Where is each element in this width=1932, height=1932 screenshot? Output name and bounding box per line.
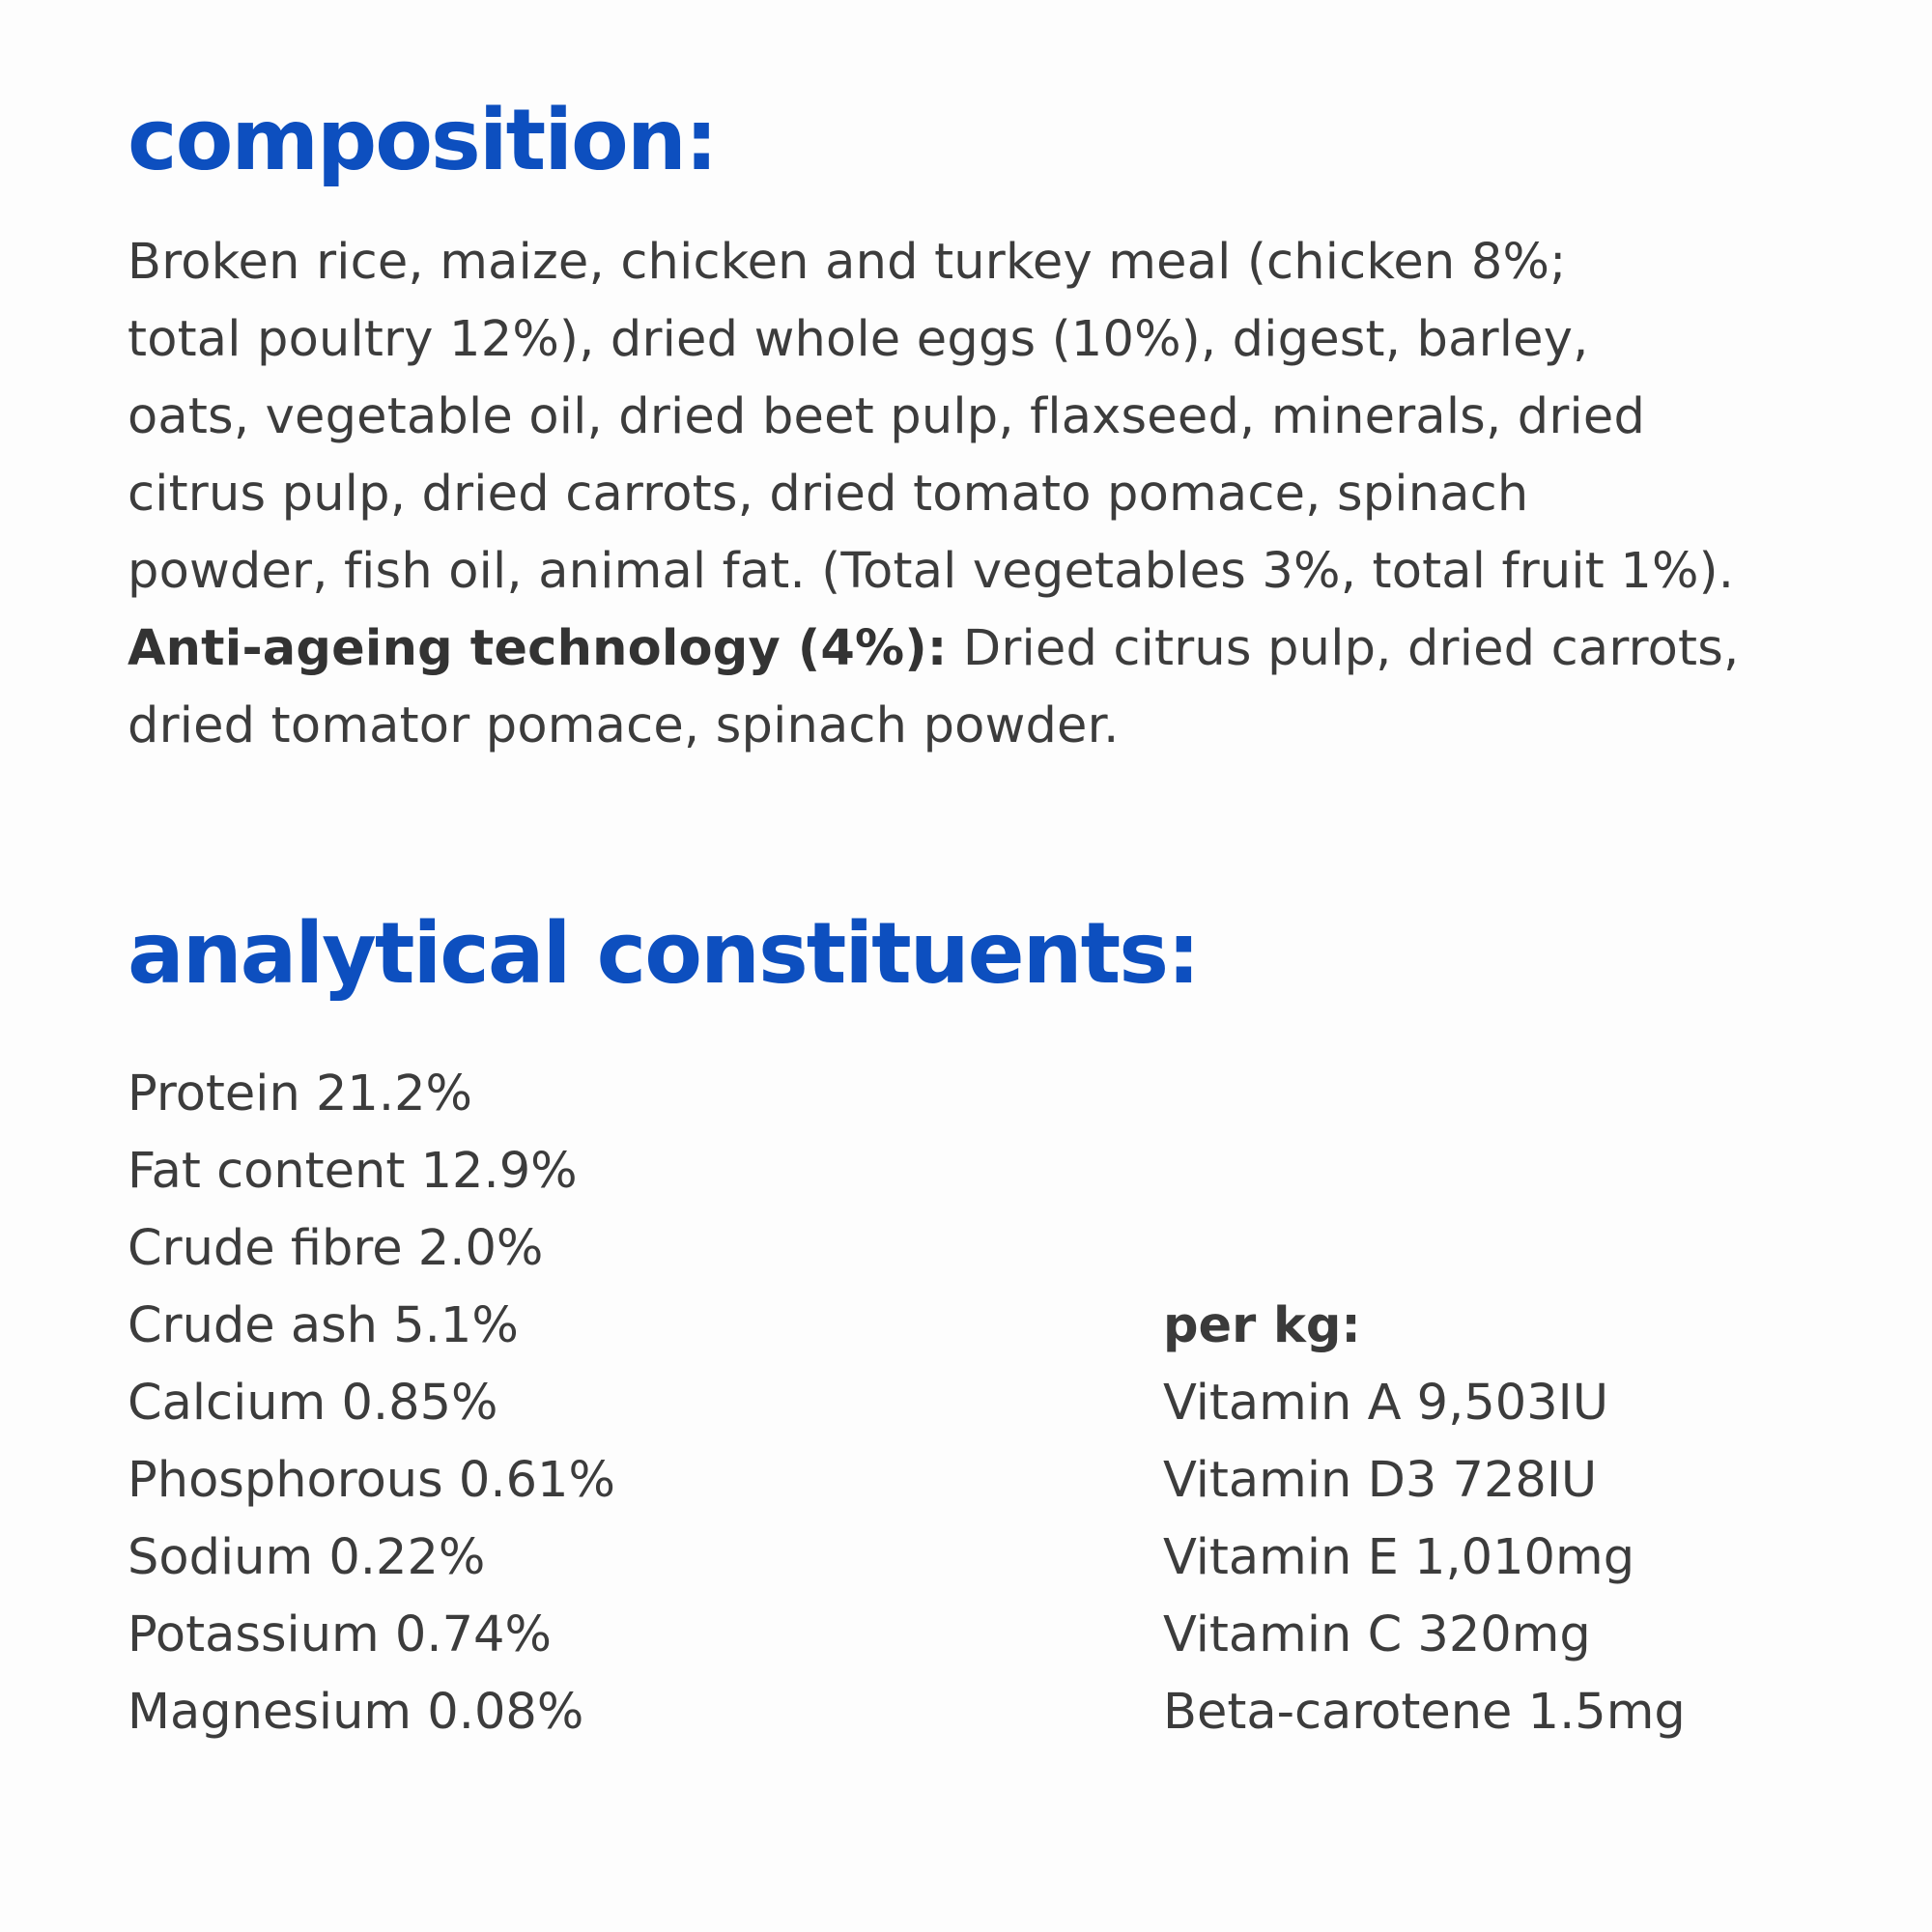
anti-ageing-label: Anti-ageing technology (4%): — [128, 620, 948, 677]
composition-heading: composition: — [128, 91, 717, 189]
per-kg-block — [1163, 1288, 1686, 1751]
constituents-list — [128, 1056, 615, 1751]
composition-text — [128, 224, 1828, 765]
vitamin-item: Beta-carotene 1.5mg — [1163, 1684, 1686, 1741]
constituent-item: Phosphorous 0.61% — [128, 1452, 615, 1509]
per-kg-heading: per kg: — [1163, 1297, 1361, 1354]
vitamin-item: Vitamin C 320mg — [1163, 1606, 1591, 1663]
composition-line: dried tomator pomace, spinach powder. — [128, 697, 1120, 754]
anti-ageing-ingredients: Dried citrus pulp, dried carrots, — [947, 620, 1740, 677]
composition-line: citrus pulp, dried carrots, dried tomato pomace, spinach — [128, 466, 1529, 523]
composition-line: powder, fish oil, animal fat. (Total vegetables 3%, total fruit 1%). — [128, 543, 1735, 600]
vitamin-item: Vitamin D3 728IU — [1163, 1452, 1598, 1509]
analytical-constituents-heading: analytical constituents: — [128, 904, 1199, 1003]
constituent-item: Protein 21.2% — [128, 1065, 472, 1122]
constituent-item: Magnesium 0.08% — [128, 1684, 584, 1741]
composition-line: oats, vegetable oil, dried beet pulp, flaxseed, minerals, dried — [128, 388, 1646, 445]
constituent-item: Potassium 0.74% — [128, 1606, 552, 1663]
constituent-item: Crude ash 5.1% — [128, 1297, 519, 1354]
constituent-item: Calcium 0.85% — [128, 1375, 498, 1432]
composition-line: Broken rice, maize, chicken and turkey meal (chicken 8%; — [128, 234, 1567, 291]
anti-ageing-line — [128, 611, 1828, 688]
composition-line: total poultry 12%), dried whole eggs (10%), digest, barley, — [128, 311, 1589, 368]
per-kg-list — [1163, 1365, 1686, 1751]
constituent-item: Crude fibre 2.0% — [128, 1220, 544, 1277]
vitamin-item: Vitamin A 9,503IU — [1163, 1375, 1609, 1432]
constituent-item: Sodium 0.22% — [128, 1529, 486, 1586]
vitamin-item: Vitamin E 1,010mg — [1163, 1529, 1635, 1586]
constituent-item: Fat content 12.9% — [128, 1143, 578, 1200]
